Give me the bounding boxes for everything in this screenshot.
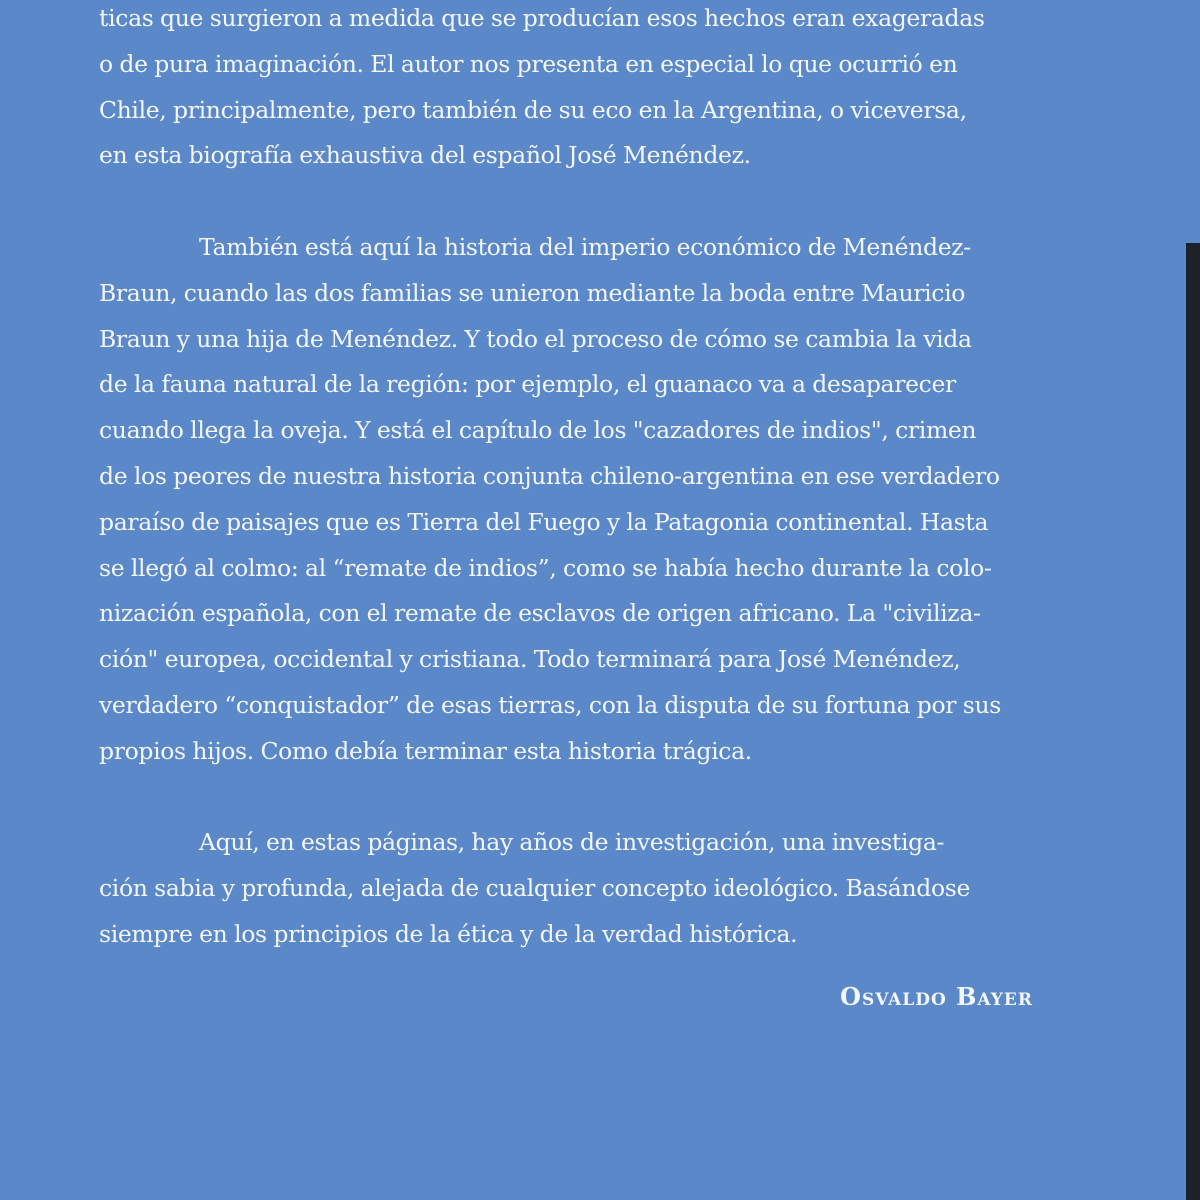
paragraph-2-line-9: nización española, con el remate de esclavos de origen africano. La "civiliza- [99, 599, 981, 628]
paragraph-2-line-7: paraíso de paisajes que es Tierra del Fuego y la Patagonia continental. Hasta [99, 507, 989, 536]
paragraph-1-line-1: ticas que surgieron a medida que se producían esos hechos eran exageradas [99, 4, 985, 32]
paragraph-1-line-4: en esta biografía exhaustiva del español José Menéndez. [99, 141, 751, 170]
paragraph-3-line-1: Aquí, en estas páginas, hay años de investigación, una investiga- [199, 828, 945, 857]
paragraph-1-line-2: o de pura imaginación. El autor nos presenta en especial lo que ocurrió en [99, 49, 958, 78]
cover-text-block [99, 0, 1033, 958]
paragraph-2-line-12: propios hijos. Como debía terminar esta historia trágica. [99, 736, 752, 765]
paragraph-2-line-2: Braun, cuando las dos familias se unieron mediante la boda entre Mauricio [99, 278, 966, 307]
paragraph-3-line-2: ción sabia y profunda, alejada de cualquier concepto ideológico. Basándose [99, 874, 971, 903]
paragraph-2-line-10: ción" europea, occidental y cristiana. Todo terminará para José Menéndez, [99, 645, 961, 674]
author-signature: Osvaldo Bayer [840, 982, 1033, 1011]
paragraph-1 [99, 0, 1033, 179]
paragraph-2-line-1: También está aquí la historia del imperio económico de Menéndez- [199, 232, 971, 261]
paragraph-2-line-6: de los peores de nuestra historia conjunta chileno-argentina en ese verdadero [99, 461, 1000, 490]
paragraph-3 [99, 820, 1033, 957]
paragraph-2 [99, 225, 1033, 775]
paragraph-2-line-11: verdadero “conquistador” de esas tierras, con la disputa de su fortuna por sus [99, 690, 1001, 719]
paragraph-2-line-4: de la fauna natural de la región: por ejemplo, el guanaco va a desaparecer [99, 370, 956, 399]
paragraph-2-line-3: Braun y una hija de Menéndez. Y todo el proceso de cómo se cambia la vida [99, 324, 972, 353]
paragraph-3-line-3: siempre en los principios de la ética y de la verdad histórica. [99, 919, 798, 948]
paragraph-1-line-3: Chile, principalmente, pero también de su eco en la Argentina, o viceversa, [99, 95, 967, 124]
book-spine-edge [1186, 243, 1200, 1200]
paragraph-2-line-5: cuando llega la oveja. Y está el capítulo de los "cazadores de indios", crimen [99, 416, 977, 445]
paragraph-2-line-8: se llegó al colmo: al “remate de indios”, como se había hecho durante la colo- [99, 553, 992, 582]
